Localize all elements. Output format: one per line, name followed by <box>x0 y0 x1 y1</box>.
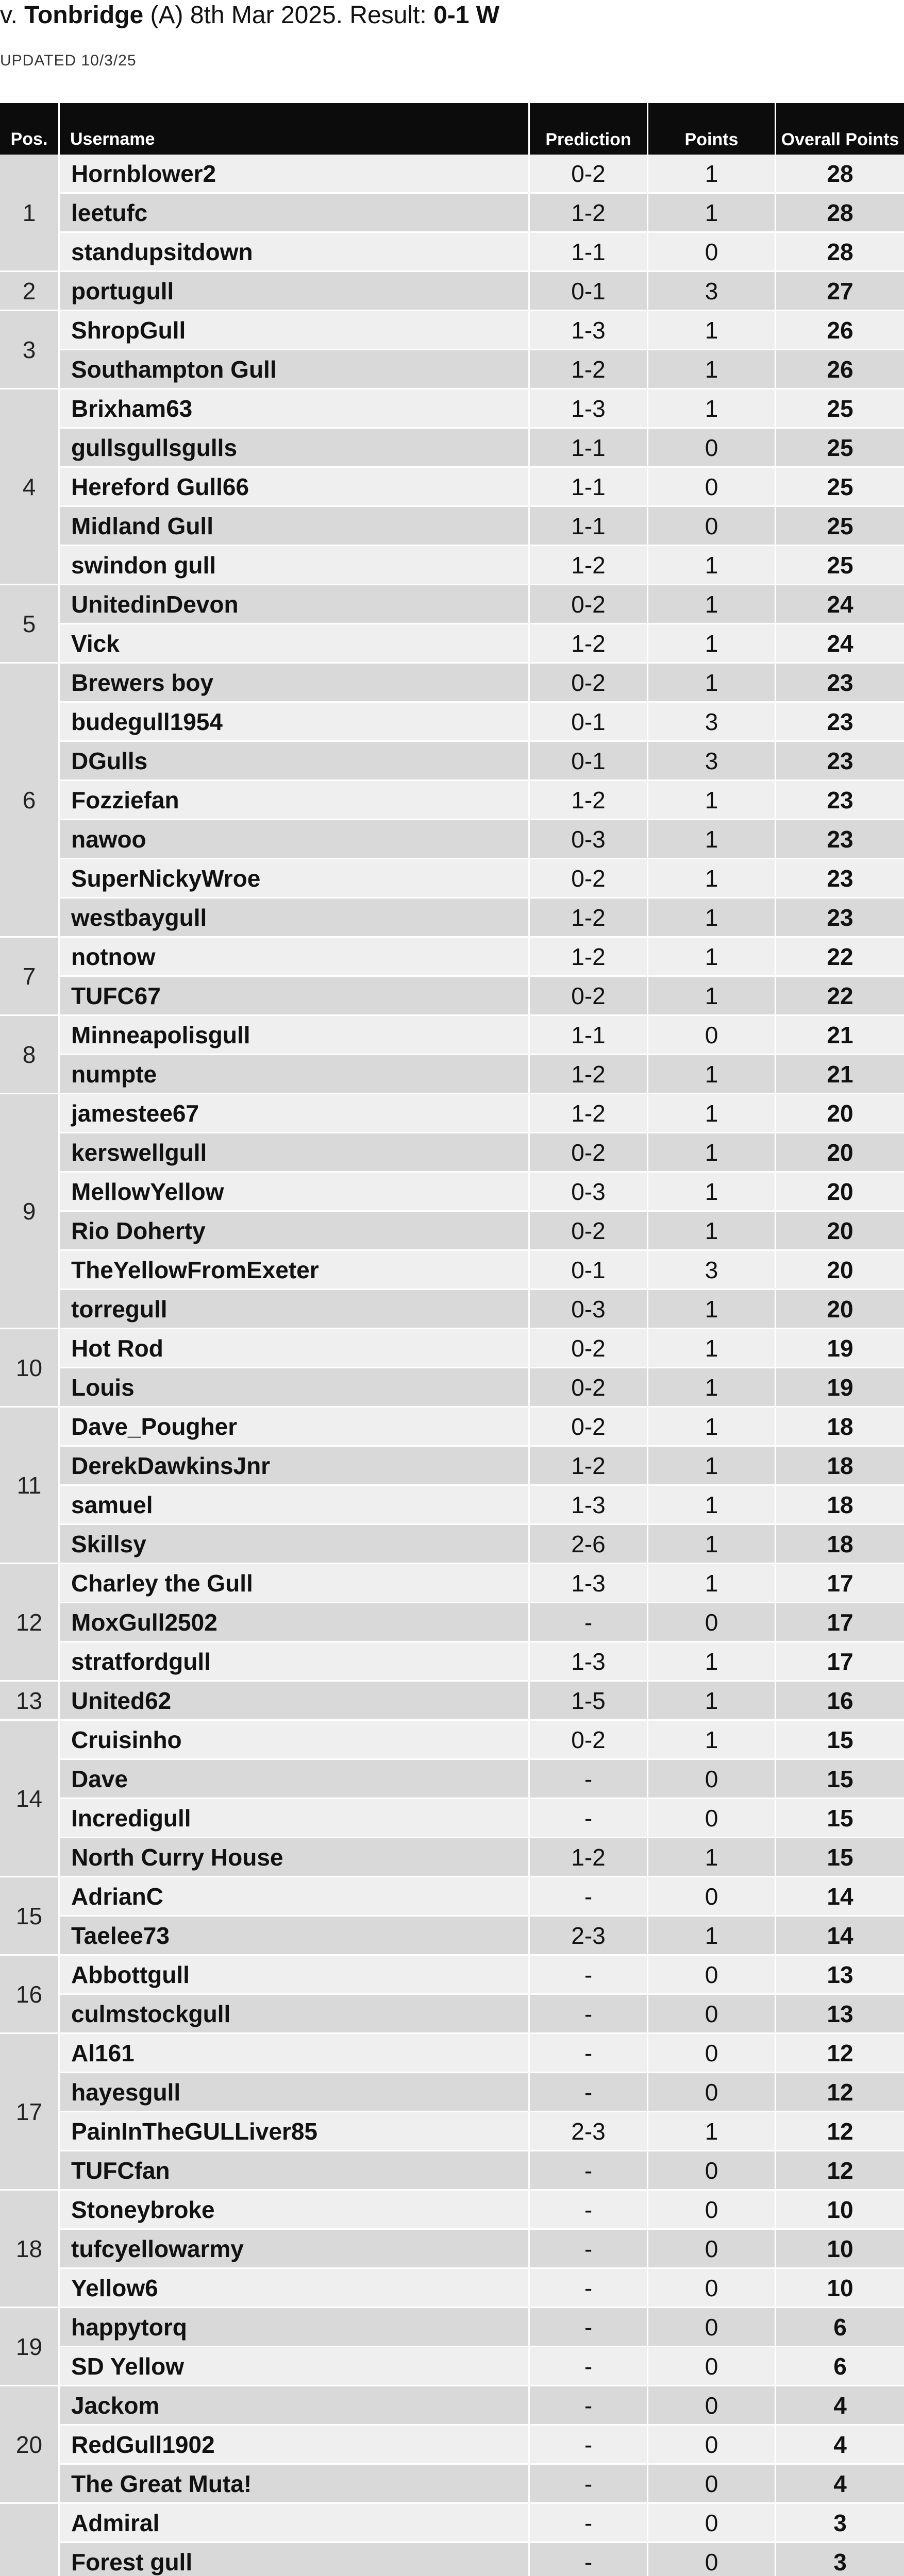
username-cell: Cruisinho <box>60 1721 530 1760</box>
points-cell: 1 <box>648 311 776 350</box>
prediction-cell: - <box>530 1760 648 1799</box>
prediction-cell: 2-3 <box>530 1917 648 1956</box>
username-cell: Vick <box>60 624 530 664</box>
username-cell: portugull <box>60 272 530 311</box>
overall-points-cell: 14 <box>776 1917 904 1956</box>
overall-points-cell: 10 <box>776 2230 904 2269</box>
prediction-cell: - <box>530 2073 648 2112</box>
points-cell: 0 <box>648 1799 776 1838</box>
prediction-cell: - <box>530 2504 648 2543</box>
username-cell: Hot Rod <box>60 1329 530 1368</box>
points-cell: 1 <box>648 194 776 233</box>
overall-points-cell: 4 <box>776 2465 904 2504</box>
prediction-cell: - <box>530 2151 648 2191</box>
prediction-cell: - <box>530 2191 648 2230</box>
points-cell: 0 <box>648 507 776 546</box>
overall-points-cell: 22 <box>776 938 904 977</box>
points-cell: 1 <box>648 1838 776 1877</box>
points-cell: 0 <box>648 2034 776 2073</box>
position-cell: 9 <box>0 1094 60 1329</box>
points-cell: 1 <box>648 938 776 977</box>
position-cell: 15 <box>0 1877 60 1956</box>
overall-points-cell: 23 <box>776 859 904 899</box>
overall-points-cell: 3 <box>776 2543 904 2576</box>
overall-points-cell: 12 <box>776 2034 904 2073</box>
username-cell: Midland Gull <box>60 507 530 546</box>
position-cell: 1 <box>0 155 60 272</box>
overall-points-cell: 28 <box>776 155 904 194</box>
username-cell: RedGull1902 <box>60 2426 530 2465</box>
overall-points-cell: 26 <box>776 350 904 389</box>
username-cell: samuel <box>60 1486 530 1525</box>
points-cell: 3 <box>648 742 776 781</box>
overall-points-cell: 20 <box>776 1133 904 1173</box>
overall-points-cell: 20 <box>776 1094 904 1133</box>
position-cell: 6 <box>0 664 60 938</box>
username-cell: Fozziefan <box>60 781 530 820</box>
username-cell: culmstockgull <box>60 1995 530 2034</box>
overall-points-cell: 12 <box>776 2151 904 2191</box>
points-cell: 3 <box>648 703 776 742</box>
points-cell: 1 <box>648 820 776 859</box>
prediction-cell: 1-2 <box>530 350 648 389</box>
overall-points-cell: 28 <box>776 194 904 233</box>
overall-points-cell: 23 <box>776 742 904 781</box>
points-cell: 0 <box>648 1956 776 1995</box>
overall-points-cell: 21 <box>776 1016 904 1055</box>
points-cell: 1 <box>648 1642 776 1682</box>
username-cell: Jackom <box>60 2386 530 2426</box>
username-cell: DGulls <box>60 742 530 781</box>
prediction-cell: 1-3 <box>530 1642 648 1682</box>
position-cell: 5 <box>0 585 60 664</box>
column-header-username: Username <box>60 103 530 155</box>
match-title <box>0 1 499 30</box>
points-cell: 0 <box>648 429 776 468</box>
prediction-cell: - <box>530 2426 648 2465</box>
prediction-cell: 1-2 <box>530 1838 648 1877</box>
points-cell: 0 <box>648 2191 776 2230</box>
username-cell: United62 <box>60 1682 530 1721</box>
username-cell: TUFCfan <box>60 2151 530 2191</box>
prediction-cell: 0-2 <box>530 1721 648 1760</box>
position-cell: 4 <box>0 389 60 585</box>
prediction-cell: - <box>530 2465 648 2504</box>
column-header-pos: Pos. <box>0 103 60 155</box>
prediction-cell: - <box>530 1995 648 2034</box>
username-cell: stratfordgull <box>60 1642 530 1682</box>
prediction-cell: 1-2 <box>530 781 648 820</box>
prediction-cell: 1-2 <box>530 546 648 585</box>
username-cell: TUFC67 <box>60 977 530 1016</box>
position-cell: 16 <box>0 1956 60 2034</box>
username-cell: Hereford Gull66 <box>60 468 530 507</box>
prediction-cell: 0-2 <box>530 1329 648 1368</box>
points-cell: 0 <box>648 2308 776 2347</box>
prediction-cell: 1-3 <box>530 1486 648 1525</box>
points-cell: 0 <box>648 2465 776 2504</box>
points-cell: 0 <box>648 2073 776 2112</box>
prediction-cell: 0-3 <box>530 1173 648 1212</box>
position-cell: 12 <box>0 1564 60 1682</box>
username-cell: PainInTheGULLiver85 <box>60 2112 530 2151</box>
prediction-cell: 0-2 <box>530 664 648 703</box>
username-cell: hayesgull <box>60 2073 530 2112</box>
overall-points-cell: 23 <box>776 703 904 742</box>
username-cell: Dave_Pougher <box>60 1408 530 1447</box>
points-cell: 1 <box>648 624 776 664</box>
username-cell: Stoneybroke <box>60 2191 530 2230</box>
points-cell: 0 <box>648 468 776 507</box>
prediction-cell: 1-2 <box>530 1447 648 1486</box>
overall-points-cell: 10 <box>776 2269 904 2308</box>
username-cell: Minneapolisgull <box>60 1016 530 1055</box>
overall-points-cell: 20 <box>776 1290 904 1329</box>
points-cell: 1 <box>648 350 776 389</box>
username-cell: Rio Doherty <box>60 1212 530 1251</box>
username-cell: Brewers boy <box>60 664 530 703</box>
username-cell: budegull1954 <box>60 703 530 742</box>
overall-points-cell: 17 <box>776 1603 904 1642</box>
username-cell: gullsgullsgulls <box>60 429 530 468</box>
overall-points-cell: 13 <box>776 1956 904 1995</box>
username-cell: Admiral <box>60 2504 530 2543</box>
position-cell: 20 <box>0 2386 60 2504</box>
prediction-cell: 0-1 <box>530 1251 648 1290</box>
points-cell: 0 <box>648 1877 776 1917</box>
position-cell: 13 <box>0 1682 60 1721</box>
overall-points-cell: 25 <box>776 429 904 468</box>
points-cell: 1 <box>648 1094 776 1133</box>
prediction-cell: 0-1 <box>530 272 648 311</box>
prediction-cell: 0-2 <box>530 859 648 899</box>
column-header-overall-points: Overall Points <box>776 103 904 155</box>
prediction-cell: 1-1 <box>530 233 648 272</box>
overall-points-cell: 10 <box>776 2191 904 2230</box>
prediction-cell: 1-1 <box>530 507 648 546</box>
points-cell: 0 <box>648 233 776 272</box>
prediction-cell: 0-2 <box>530 585 648 624</box>
points-cell: 1 <box>648 1329 776 1368</box>
prediction-cell: 1-2 <box>530 1055 648 1094</box>
position-cell: 8 <box>0 1016 60 1094</box>
prediction-cell: 0-3 <box>530 820 648 859</box>
overall-points-cell: 18 <box>776 1525 904 1564</box>
overall-points-cell: 15 <box>776 1760 904 1799</box>
points-cell: 0 <box>648 2269 776 2308</box>
overall-points-cell: 6 <box>776 2308 904 2347</box>
points-cell: 1 <box>648 389 776 429</box>
username-cell: swindon gull <box>60 546 530 585</box>
prediction-cell: 0-2 <box>530 155 648 194</box>
points-cell: 1 <box>648 1212 776 1251</box>
position-cell: 18 <box>0 2191 60 2308</box>
username-cell: nawoo <box>60 820 530 859</box>
overall-points-cell: 18 <box>776 1447 904 1486</box>
prediction-cell: 2-6 <box>530 1525 648 1564</box>
points-cell: 0 <box>648 1016 776 1055</box>
points-cell: 1 <box>648 1525 776 1564</box>
position-cell: 3 <box>0 311 60 389</box>
points-cell: 0 <box>648 2230 776 2269</box>
username-cell: Yellow6 <box>60 2269 530 2308</box>
username-cell: Skillsy <box>60 1525 530 1564</box>
position-cell: 17 <box>0 2034 60 2191</box>
overall-points-cell: 25 <box>776 389 904 429</box>
overall-points-cell: 25 <box>776 507 904 546</box>
overall-points-cell: 23 <box>776 781 904 820</box>
username-cell: Charley the Gull <box>60 1564 530 1603</box>
overall-points-cell: 4 <box>776 2426 904 2465</box>
points-cell: 1 <box>648 1682 776 1721</box>
points-cell: 1 <box>648 2112 776 2151</box>
prediction-cell: 0-1 <box>530 703 648 742</box>
position-cell <box>0 2504 60 2576</box>
username-cell: The Great Muta! <box>60 2465 530 2504</box>
overall-points-cell: 20 <box>776 1173 904 1212</box>
overall-points-cell: 6 <box>776 2347 904 2386</box>
points-cell: 1 <box>648 1447 776 1486</box>
overall-points-cell: 15 <box>776 1721 904 1760</box>
points-cell: 1 <box>648 781 776 820</box>
title-prefix: v. <box>0 2 25 29</box>
points-cell: 0 <box>648 2386 776 2426</box>
position-cell: 11 <box>0 1408 60 1564</box>
overall-points-cell: 17 <box>776 1642 904 1682</box>
points-cell: 0 <box>648 2151 776 2191</box>
username-cell: SuperNickyWroe <box>60 859 530 899</box>
position-cell: 14 <box>0 1721 60 1877</box>
prediction-cell: 1-3 <box>530 389 648 429</box>
match-result: 0-1 W <box>433 2 500 29</box>
points-cell: 1 <box>648 155 776 194</box>
username-cell: jamestee67 <box>60 1094 530 1133</box>
prediction-cell: - <box>530 2347 648 2386</box>
prediction-cell: - <box>530 1877 648 1917</box>
prediction-cell: - <box>530 2034 648 2073</box>
username-cell: westbaygull <box>60 899 530 938</box>
overall-points-cell: 17 <box>776 1564 904 1603</box>
username-cell: torregull <box>60 1290 530 1329</box>
updated-date: UPDATED 10/3/25 <box>0 52 137 69</box>
overall-points-cell: 15 <box>776 1838 904 1877</box>
points-cell: 1 <box>648 899 776 938</box>
overall-points-cell: 20 <box>776 1251 904 1290</box>
overall-points-cell: 12 <box>776 2112 904 2151</box>
points-cell: 1 <box>648 1721 776 1760</box>
prediction-cell: 2-3 <box>530 2112 648 2151</box>
username-cell: numpte <box>60 1055 530 1094</box>
overall-points-cell: 16 <box>776 1682 904 1721</box>
username-cell: leetufc <box>60 194 530 233</box>
prediction-cell: - <box>530 1956 648 1995</box>
username-cell: Al161 <box>60 2034 530 2073</box>
opponent-name: Tonbridge <box>24 2 144 29</box>
points-cell: 3 <box>648 1251 776 1290</box>
column-header-points: Points <box>648 103 776 155</box>
username-cell: DerekDawkinsJnr <box>60 1447 530 1486</box>
prediction-cell: - <box>530 1799 648 1838</box>
points-cell: 1 <box>648 1564 776 1603</box>
username-cell: Incredigull <box>60 1799 530 1838</box>
overall-points-cell: 23 <box>776 820 904 859</box>
username-cell: Hornblower2 <box>60 155 530 194</box>
points-cell: 1 <box>648 585 776 624</box>
points-cell: 0 <box>648 1603 776 1642</box>
overall-points-cell: 26 <box>776 311 904 350</box>
username-cell: Dave <box>60 1760 530 1799</box>
username-cell: Forest gull <box>60 2543 530 2576</box>
points-cell: 1 <box>648 1290 776 1329</box>
overall-points-cell: 25 <box>776 468 904 507</box>
prediction-cell: 0-2 <box>530 977 648 1016</box>
points-cell: 0 <box>648 2347 776 2386</box>
prediction-cell: 1-2 <box>530 899 648 938</box>
prediction-cell: - <box>530 2269 648 2308</box>
points-cell: 1 <box>648 546 776 585</box>
overall-points-cell: 4 <box>776 2386 904 2426</box>
points-cell: 1 <box>648 1055 776 1094</box>
points-cell: 0 <box>648 2543 776 2576</box>
position-cell: 10 <box>0 1329 60 1408</box>
position-cell: 19 <box>0 2308 60 2386</box>
prediction-cell: 1-5 <box>530 1682 648 1721</box>
position-cell: 2 <box>0 272 60 311</box>
points-cell: 1 <box>648 1173 776 1212</box>
points-cell: 1 <box>648 859 776 899</box>
overall-points-cell: 18 <box>776 1486 904 1525</box>
points-cell: 0 <box>648 1995 776 2034</box>
username-cell: Abbottgull <box>60 1956 530 1995</box>
points-cell: 0 <box>648 2504 776 2543</box>
prediction-cell: 1-1 <box>530 1016 648 1055</box>
overall-points-cell: 28 <box>776 233 904 272</box>
username-cell: AdrianC <box>60 1877 530 1917</box>
prediction-cell: 1-2 <box>530 1094 648 1133</box>
username-cell: notnow <box>60 938 530 977</box>
username-cell: SD Yellow <box>60 2347 530 2386</box>
page-header <box>0 0 904 103</box>
points-cell: 3 <box>648 272 776 311</box>
points-cell: 1 <box>648 1133 776 1173</box>
overall-points-cell: 23 <box>776 664 904 703</box>
username-cell: MellowYellow <box>60 1173 530 1212</box>
overall-points-cell: 3 <box>776 2504 904 2543</box>
overall-points-cell: 14 <box>776 1877 904 1917</box>
username-cell: UnitedinDevon <box>60 585 530 624</box>
prediction-cell: 1-2 <box>530 624 648 664</box>
points-cell: 1 <box>648 1486 776 1525</box>
points-cell: 1 <box>648 977 776 1016</box>
username-cell: happytorq <box>60 2308 530 2347</box>
prediction-cell: - <box>530 2308 648 2347</box>
overall-points-cell: 27 <box>776 272 904 311</box>
overall-points-cell: 21 <box>776 1055 904 1094</box>
points-cell: 0 <box>648 1760 776 1799</box>
username-cell: Louis <box>60 1368 530 1408</box>
points-cell: 1 <box>648 1408 776 1447</box>
username-cell: North Curry House <box>60 1838 530 1877</box>
username-cell: tufcyellowarmy <box>60 2230 530 2269</box>
overall-points-cell: 23 <box>776 899 904 938</box>
username-cell: Southampton Gull <box>60 350 530 389</box>
overall-points-cell: 12 <box>776 2073 904 2112</box>
overall-points-cell: 22 <box>776 977 904 1016</box>
points-cell: 1 <box>648 664 776 703</box>
prediction-cell: 1-1 <box>530 468 648 507</box>
overall-points-cell: 25 <box>776 546 904 585</box>
username-cell: Brixham63 <box>60 389 530 429</box>
prediction-cell: 0-2 <box>530 1408 648 1447</box>
username-cell: standupsitdown <box>60 233 530 272</box>
username-cell: TheYellowFromExeter <box>60 1251 530 1290</box>
overall-points-cell: 19 <box>776 1329 904 1368</box>
prediction-cell: 0-2 <box>530 1368 648 1408</box>
points-cell: 1 <box>648 1368 776 1408</box>
league-table <box>0 103 904 2576</box>
overall-points-cell: 19 <box>776 1368 904 1408</box>
username-cell: Taelee73 <box>60 1917 530 1956</box>
overall-points-cell: 24 <box>776 624 904 664</box>
overall-points-cell: 15 <box>776 1799 904 1838</box>
username-cell: ShropGull <box>60 311 530 350</box>
position-cell: 7 <box>0 938 60 1016</box>
username-cell: kerswellgull <box>60 1133 530 1173</box>
prediction-cell: - <box>530 2230 648 2269</box>
prediction-cell: 1-2 <box>530 194 648 233</box>
points-cell: 0 <box>648 2426 776 2465</box>
prediction-cell: - <box>530 2543 648 2576</box>
overall-points-cell: 13 <box>776 1995 904 2034</box>
prediction-cell: 1-3 <box>530 1564 648 1603</box>
username-cell: MoxGull2502 <box>60 1603 530 1642</box>
prediction-cell: 0-2 <box>530 1212 648 1251</box>
prediction-cell: 0-1 <box>530 742 648 781</box>
prediction-cell: 1-1 <box>530 429 648 468</box>
prediction-cell: - <box>530 1603 648 1642</box>
column-header-prediction: Prediction <box>530 103 648 155</box>
title-rest: (A) 8th Mar 2025. Result: <box>143 2 434 29</box>
points-cell: 1 <box>648 1917 776 1956</box>
prediction-cell: 0-2 <box>530 1133 648 1173</box>
prediction-cell: 1-2 <box>530 938 648 977</box>
overall-points-cell: 24 <box>776 585 904 624</box>
prediction-cell: 0-3 <box>530 1290 648 1329</box>
overall-points-cell: 18 <box>776 1408 904 1447</box>
prediction-cell: - <box>530 2386 648 2426</box>
prediction-cell: 1-3 <box>530 311 648 350</box>
overall-points-cell: 20 <box>776 1212 904 1251</box>
